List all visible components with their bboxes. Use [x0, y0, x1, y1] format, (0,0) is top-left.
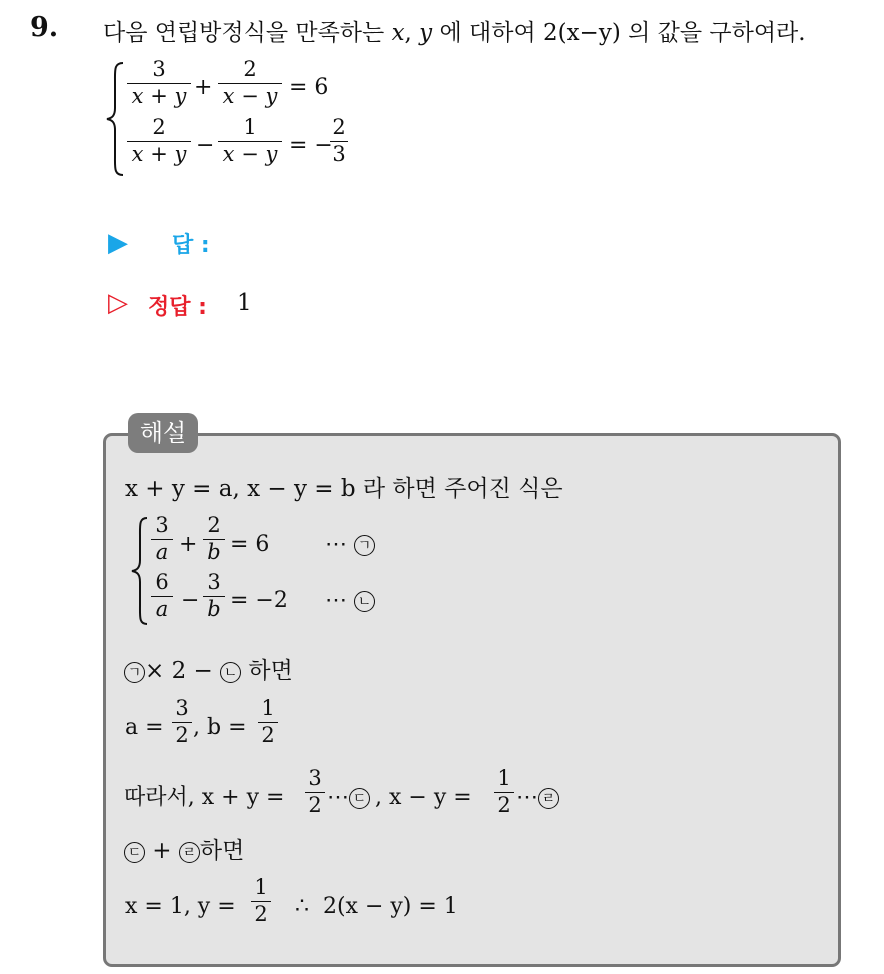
q-eq1-rhs: = 6	[289, 75, 329, 100]
e-line3-lhs: a =	[125, 715, 164, 740]
e-eq1-rhs: = 6	[230, 532, 270, 557]
e-eq1-frac1: 3 a	[151, 515, 173, 563]
question-expr: 2(x−y)	[542, 20, 621, 46]
circle-label-1: ㄱ	[354, 535, 375, 556]
circle-label-3: ㄱ	[124, 662, 145, 683]
q-eq2-op: −	[196, 133, 215, 158]
e-line4-frac1: 3 2	[305, 768, 325, 816]
e-eq2-frac2: 3 b	[203, 572, 225, 620]
circle-label-5: ㄷ	[349, 788, 370, 809]
comma: ,	[404, 20, 412, 46]
e-line4-tag1: ⋯ ㄷ	[327, 787, 370, 809]
e-line4-mid: , x − y =	[375, 785, 472, 810]
explanation-system-brace	[130, 515, 150, 627]
e-line6-frac: 1 2	[251, 877, 271, 925]
q-eq2-frac2: 1 x − y	[218, 117, 282, 165]
e-line6-pre: x = 1, y =	[125, 894, 236, 919]
circle-label-8: ㄹ	[179, 842, 200, 863]
circle-label-6: ㄹ	[538, 788, 559, 809]
e-eq2-frac1: 6 a	[151, 572, 173, 620]
key-marker-icon: ▷	[108, 288, 128, 318]
key-value: 1	[237, 290, 252, 316]
e-line3-frac2: 1 2	[258, 698, 278, 746]
question-text-before: 다음 연립방정식을 만족하는	[103, 20, 392, 46]
answer-value[interactable]	[240, 230, 360, 254]
q-eq2-frac1: 2 x + y	[127, 117, 191, 165]
e-line4-tag2: ⋯ ㄹ	[516, 787, 559, 809]
e-line3-mid: , b =	[193, 715, 247, 740]
question-number: 9.	[30, 12, 59, 43]
e-line3-frac1: 3 2	[172, 698, 192, 746]
q-eq1-frac2: 2 x − y	[218, 59, 282, 107]
explanation-line5: ㄷ + ㄹ 하면	[124, 840, 244, 863]
circle-label-4: ㄴ	[220, 662, 241, 683]
question-text	[103, 14, 806, 47]
explanation-line1: x + y = a, x − y = b 라 하면 주어진 식은	[125, 476, 563, 502]
question-system-brace	[104, 60, 126, 178]
e-eq2-tag: ⋯ ㄴ	[325, 590, 375, 612]
question-text-mid: 에 대하여	[432, 20, 543, 46]
q-eq1-op: +	[194, 75, 213, 100]
e-line6-post: ∴ 2(x − y) = 1	[274, 894, 458, 919]
e-eq1-tag: ⋯ ㄱ	[325, 534, 375, 556]
circle-label-7: ㄷ	[124, 842, 145, 863]
question-text-after: 의 값을 구하여라.	[620, 20, 806, 46]
e-eq2-op: −	[181, 588, 200, 613]
e-eq1-op: +	[179, 532, 198, 557]
explanation-line2: ㄱ × 2 − ㄴ 하면	[124, 660, 293, 683]
circle-label-2: ㄴ	[354, 591, 375, 612]
q-eq2-rhs: = −	[289, 133, 333, 158]
answer-marker-icon: ▶	[108, 228, 128, 258]
key-label: 정답 :	[148, 295, 207, 320]
e-line4-pre: 따라서, x + y =	[124, 785, 285, 810]
q-eq1-frac1: 3 x + y	[127, 59, 191, 107]
e-line4-frac2: 1 2	[494, 768, 514, 816]
q-eq2-rhs-frac: 2 3	[330, 117, 348, 165]
answer-label: 답 :	[172, 233, 210, 258]
var-x: x	[391, 20, 405, 46]
explanation-tab: 해설	[128, 413, 198, 453]
e-eq1-frac2: 2 b	[203, 515, 225, 563]
e-eq2-rhs: = −2	[230, 588, 288, 613]
var-y: y	[419, 20, 433, 46]
